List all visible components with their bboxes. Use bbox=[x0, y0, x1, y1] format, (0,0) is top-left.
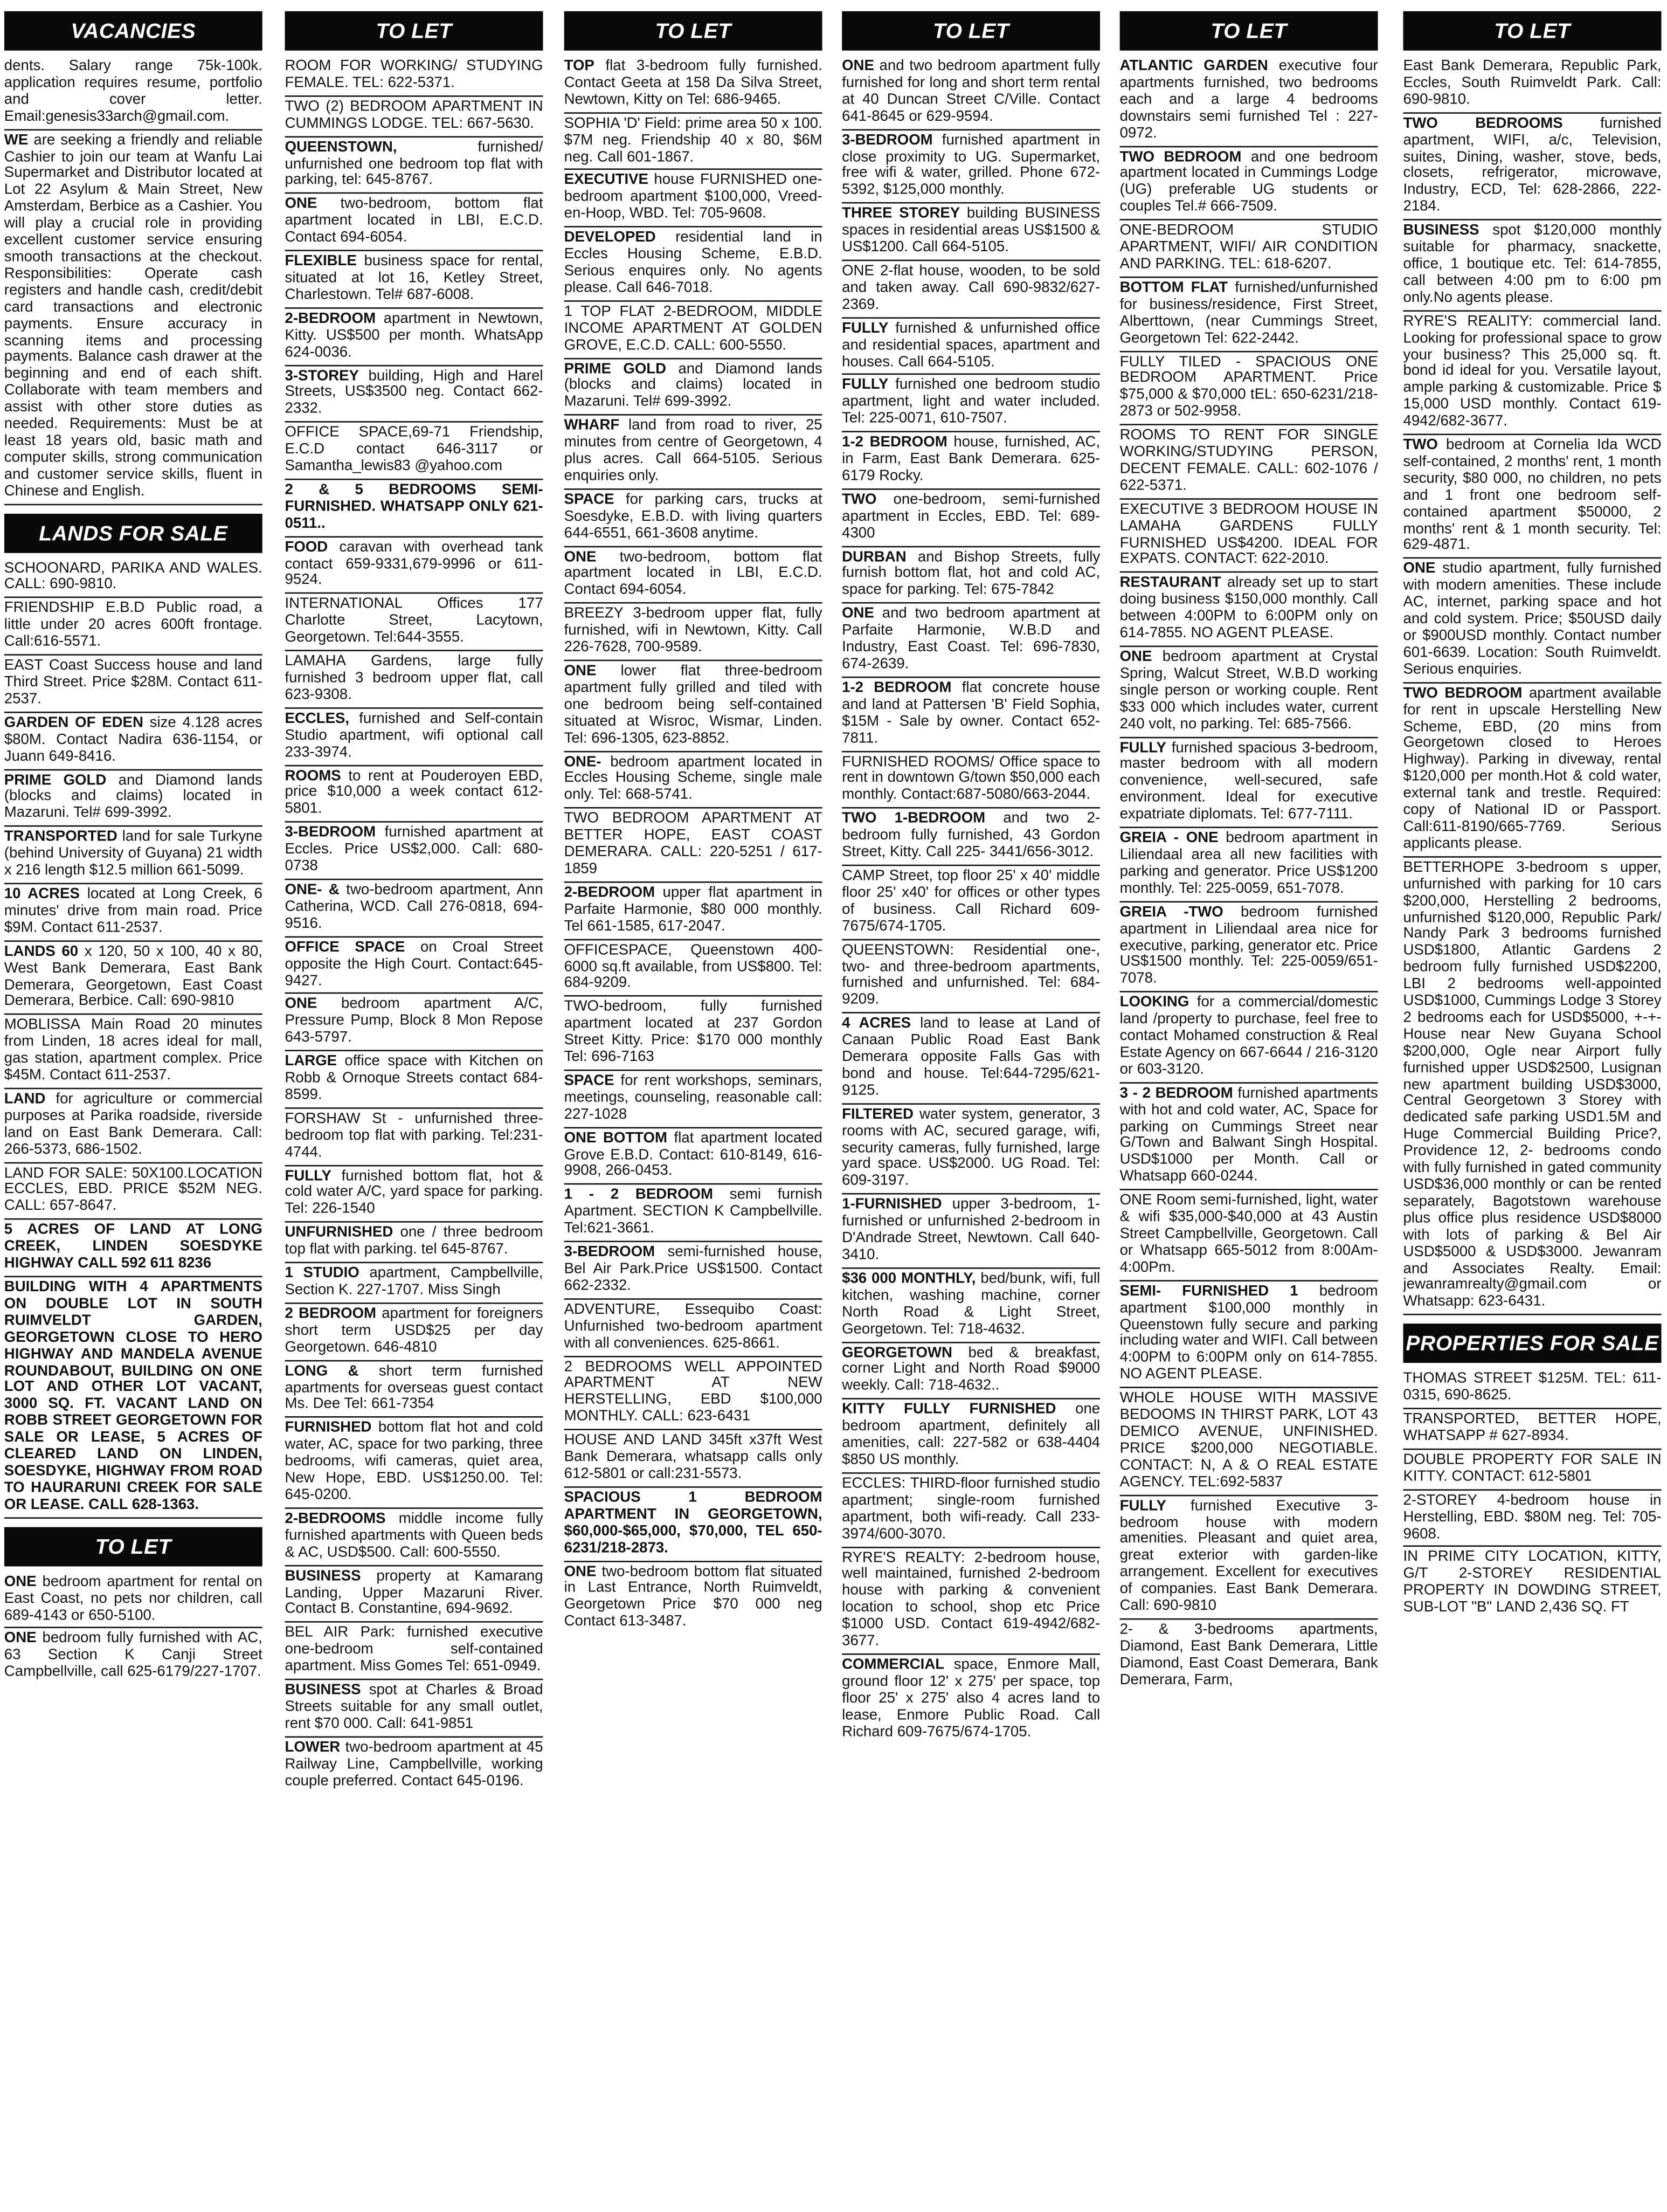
classified-ad: 1 TOP FLAT 2-BEDROOM, MIDDLE INCOME APARTMENT AT GOLDEN GROVE, E.C.D. CALL: 600-5550. bbox=[564, 301, 822, 359]
column-6 bbox=[1403, 0, 1662, 2212]
classified-ad: 10 ACRES located at Long Creek, 6 minutes' drive from main road. Price $9M. Contact 611-2537. bbox=[4, 884, 262, 941]
classified-ad: 3 - 2 BEDROOM furnished apartments with hot and cold water, AC, Space for parking on Cummings Street near G/Town and Balwant Singh Hospital. USD$1000 per Month. Call or Whatsapp 660-0244. bbox=[1120, 1083, 1378, 1190]
classified-ad: SEMI- FURNISHED 1 bedroom apartment $100,000 monthly in Queenstown fully secure and parking including water and WIFI. Call between 4:00PM to 6:00PM only on 614-7855. NO AGENT PLEASE. bbox=[1120, 1281, 1378, 1388]
classified-ad: RESTAURANT already set up to start doing business $150,000 monthly. Call between 4:00PM to 6:00PM only on 614-7855. NO AGENT PLEASE. bbox=[1120, 573, 1378, 647]
classified-ad: SPACE for rent workshops, seminars, meetings, counseling, reasonable call: 227-1028 bbox=[564, 1071, 822, 1128]
classified-ad: 3-BEDROOM furnished apartment in close proximity to UG. Supermarket, free wifi & water, grilled. Phone 672-5392, $125,000 monthly. bbox=[842, 130, 1100, 204]
classified-ad: ONE two-bedroom, bottom flat apartment located in LBI, E.C.D. Contact 694-6054. bbox=[564, 547, 822, 604]
classified-ad: 2- & 3-bedrooms apartments, Diamond, East Bank Demerara, Little Diamond, East Coast Demerara, Bank Demerara, Farm, bbox=[1119, 1621, 1378, 1689]
classified-ad: OFFICE SPACE,69-71 Friendship, E.C.D contact 646-3117 or Samantha_lewis83 @yahoo.com bbox=[285, 423, 543, 480]
classified-ad: ONE- bedroom apartment located in Eccles Housing Scheme, single male only. Tel: 668-5741. bbox=[564, 752, 822, 809]
classified-ad: BREEZY 3-bedroom upper flat, fully furnished, wifi in Newtown, Kitty. Call 226-7628, 700-9589. bbox=[564, 604, 822, 661]
classified-ad: BUSINESS property at Kamarang Landing, Upper Mazaruni River. Contact B. Constantine, 694-9692. bbox=[285, 1566, 543, 1623]
classified-ad: DEVELOPED residential land in Eccles Housing Scheme, E.B.D. Serious enquires only. No agents please. Call 646-7018. bbox=[564, 228, 822, 301]
classified-ad: MOBLISSA Main Road 20 minutes from Linden, 18 acres ideal for mall, gas station, apartment complex. Price $45M. Contact 611-2537. bbox=[4, 1015, 262, 1089]
section-banner: LANDS FOR SALE bbox=[4, 513, 262, 553]
classified-ad: SPACE for parking cars, trucks at Soesdyke, E.B.D. with living quarters 644-6551, 661-3608 anytime. bbox=[564, 490, 822, 547]
classified-ad: OFFICE SPACE on Croal Street opposite the High Court. Contact:645-9427. bbox=[285, 937, 543, 994]
classified-ad: FURNISHED bottom flat hot and cold water, AC, space for two parking, three bedrooms, wifi cameras, quiet area, New Hope, EBD. US$1250.00. Tel: 645-0200. bbox=[285, 1418, 543, 1508]
classified-ad: WE are seeking a friendly and reliable Cashier to join our team at Wanfu Lai Supermarket and Distributor located at Lot 22 Asylum & Main Street, New Amsterdam, Berbice as a Cashier. You will play a crucial role in providing excellent customer service ensuring smooth transactions at the checkout. Responsibilities: Operate cash registers and handle cash, credit/debit card transactions and electronic payments. Ensure accuracy in scanning items and processing payments. Balance cash drawer at the beginning and end of each shift. Collaborate with team members and assist with other store duties as needed. Requirements: Must be at least 18 years old, basic math and computer skills, strong communication and customer service skills, fluent in Chinese and English. bbox=[4, 130, 262, 505]
classified-ad: HOUSE AND LAND 345ft x37ft West Bank Demerara, whatsapp calls only 612-5801 or call:231-5573. bbox=[564, 1430, 822, 1487]
classified-ad: 4 ACRES land to lease at Land of Canaan Public Road East Bank Demerara opposite Falls Gas with bond and house. Tel:644-7295/621-9125. bbox=[842, 1014, 1100, 1104]
classified-ad: ONE and two bedroom apartment fully furnished for long and short term rental at 40 Duncan Street C/Ville. Contact 641-8645 or 629-9594. bbox=[842, 56, 1100, 130]
classified-ad: 1 - 2 BEDROOM semi furnish Apartment. SECTION K Campbellville. Tel:621-3661. bbox=[564, 1185, 822, 1242]
classified-ad: KITTY FULLY FURNISHED one bedroom apartment, definitely all amenities, call: 227-582 or 638-4404 $850 US monthly. bbox=[842, 1400, 1100, 1473]
classified-ad: TRANSPORTED, BETTER HOPE, WHATSAPP # 627-8934. bbox=[1403, 1409, 1662, 1450]
classified-ad: INTERNATIONAL Offices 177 Charlotte Street, Lacytown, Georgetown. Tel:644-3555. bbox=[285, 594, 543, 651]
classified-ad: DOUBLE PROPERTY FOR SALE IN KITTY. CONTACT: 612-5801 bbox=[1403, 1450, 1662, 1490]
classified-ad: EXECUTIVE house FURNISHED one-bedroom apartment $100,000, Vreed-en-Hoop, WBD. Tel: 705-9608. bbox=[564, 170, 822, 228]
column-5 bbox=[1120, 0, 1378, 2212]
section-banner: TO LET bbox=[1120, 11, 1378, 51]
classified-ad: TWO (2) BEDROOM APARTMENT IN CUMMINGS LODGE. TEL: 667-5630. bbox=[285, 97, 543, 137]
classified-ad: THREE STOREY building BUSINESS spaces in residential areas US$1500 & US$1200. Call 664-5105. bbox=[842, 204, 1100, 261]
classified-ad: LANDS 60 x 120, 50 x 100, 40 x 80, West Bank Demerara, East Bank Demerara, Georgetown, East Coast Demerara, Berbice. Call: 690-9810 bbox=[4, 941, 262, 1015]
classified-ad: ONE- & two-bedroom apartment, Ann Catherina, WCD. Call 276-0818, 694-9516. bbox=[285, 880, 543, 937]
classified-ad: ADVENTURE, Essequibo Coast: Unfurnished two-bedroom apartment with all conveniences. 625-8661. bbox=[564, 1299, 822, 1356]
classified-ad: WHARF land from road to river, 25 minutes from centre of Georgetown, 4 plus acres. Call 664-5105. Serious enquiries only. bbox=[564, 416, 822, 490]
classified-ad: EXECUTIVE 3 BEDROOM HOUSE IN LAMAHA GARDENS FULLY FURNISHED US$4200. IDEAL FOR EXPATS. CONTACT: 622-2010. bbox=[1120, 499, 1378, 573]
classified-ad: ONE two-bedroom, bottom flat apartment located in LBI, E.C.D. Contact 694-6054. bbox=[285, 194, 543, 251]
classified-ad: ONE Room semi-furnished, light, water & wifi $35,000-$40,000 at 43 Austin Street Campbellville, Georgetown. Call or Whatsapp 665-5012 from 8:00Am-4:00Pm. bbox=[1120, 1190, 1378, 1281]
classified-ad: 1-FURNISHED upper 3-bedroom, 1-furnished or unfurnished 2-bedroom in D'Andrade Street, Newtown. Call 640-3410. bbox=[842, 1195, 1100, 1269]
classified-ad: FRIENDSHIP E.B.D Public road, a little under 20 acres 600ft frontage. Call:616-5571. bbox=[4, 598, 262, 656]
classified-ad: ONE bedroom fully furnished with AC, 63 Section K Canji Street Campbellville, call 625-6179/227-1707. bbox=[4, 1630, 262, 1680]
classified-ad: TRANSPORTED land for sale Turkyne (behind University of Guyana) 21 width x 216 length $12.5 million 661-5099. bbox=[4, 827, 262, 884]
column-2 bbox=[285, 0, 543, 2212]
classified-ad: 2-BEDROOMS middle income fully furnished apartments with Queen beds & AC, USD$500. Call: 600-5550. bbox=[285, 1508, 543, 1566]
classified-ad: ONE and two bedroom apartment at Parfaite Harmonie, W.B.D and Industry, East Coast. Tel: 696-7830, 674-2639. bbox=[842, 604, 1100, 678]
classified-ad: THOMAS STREET $125M. TEL: 611-0315, 690-8625. bbox=[1403, 1369, 1662, 1409]
classified-ad: TWO BEDROOM and one bedroom apartment located in Cummings Lodge (UG) preferable UG students or couples Tel.# 666-7509. bbox=[1120, 147, 1378, 220]
classified-ad: 1-2 BEDROOM flat concrete house and land at Pattersen 'B' Field Sophia, $15M - Sale by owner. Contact 652-7811. bbox=[842, 678, 1100, 752]
classified-ad: BEL AIR Park: furnished executive one-bedroom self-contained apartment. Miss Gomes Tel: 651-0949. bbox=[285, 1623, 543, 1680]
classified-ad: 2 & 5 BEDROOMS SEMI-FURNISHED. WHATSAPP ONLY 621-0511.. bbox=[285, 480, 543, 537]
classified-ad: ONE bedroom apartment for rental on East Coast, no pets nor children, call 689-4143 or 650-5100. bbox=[4, 1572, 262, 1629]
classified-ad: TWO 1-BEDROOM and two 2-bedroom fully furnished, 43 Gordon Street, Kitty. Call 225- 3441/656-3012. bbox=[842, 809, 1100, 866]
classified-ad: PRIME GOLD and Diamond lands (blocks and claims) located in Mazaruni. Tel# 699-3992. bbox=[4, 770, 262, 827]
classified-ad: RYRE'S REALITY: commercial land. Looking for professional space to grow your business? This 25,000 sq. ft. bond id ideal for you. Versatile layout, ample parking & customizable. Price $ 15,000 USD monthly. Contact 619-4942/682-3677. bbox=[1403, 311, 1662, 435]
classified-ad: LAND for agriculture or commercial purposes at Parika roadside, riverside land on East Bank Demerara. Call: 266-5373, 686-1502. bbox=[4, 1089, 262, 1163]
classified-ad: ONE BOTTOM flat apartment located Grove E.B.D. Contact: 610-8149, 616-9908, 266-0453. bbox=[564, 1128, 822, 1185]
classified-ad: BETTERHOPE 3-bedroom s upper, unfurnished with parking for 10 cars $200,000, Herstelling 2 bedrooms, unfurnished $120,000, Republic Park/ Nandy Park 3 bedrooms furnished USD$1800, Atlantic Gardens 2 bedroom fully furnished USD$2200, LBI 2 bedrooms well-appointed USD$1000, Cummings Lodge 3 Storey 2 bedrooms each for USD$5000, +-+- House near New Guyana School $200,000, Ogle near Airport fully furnished upper USD$2500, Lusignan new apartment building USD$3000, Central Georgetown 3 Storey with dedicated safe parking USD1.5M and Huge Commercial Building Price?, Providence 12, 2- bedrooms condo with fully furnished in gated community USD$36,000 monthly or can be rented separately, Bagotstown warehouse plus office plus residence USD$8000 with lots of parking & Bel Air USD$5000 & USD$3000. Jewanram and Associates Realty. Email: jewanramrealty@gmail.com or Whatsapp: 623-6431. bbox=[1403, 857, 1662, 1315]
classified-ad: ONE-BEDROOM STUDIO APARTMENT, WIFI/ AIR CONDITION AND PARKING. TEL: 618-6207. bbox=[1120, 220, 1378, 278]
classified-ad: TWO BEDROOM APARTMENT AT BETTER HOPE, EAST COAST DEMERARA. CALL: 220-5251 / 617-1859 bbox=[564, 809, 822, 883]
classified-ad: LOOKING for a commercial/domestic land /property to purchase, feel free to contact Mohamed construction & Real Estate Agency on 667-6644 / 216-3120 or 603-3120. bbox=[1120, 993, 1378, 1083]
classified-ad: SCHOONARD, PARIKA AND WALES. CALL: 690-9810. bbox=[4, 558, 262, 598]
classified-ad: 2 BEDROOMS WELL APPOINTED APARTMENT AT NEW HERSTELLING, EBD $100,000 MONTHLY. CALL: 623-6431 bbox=[564, 1356, 822, 1430]
classified-ad: SPACIOUS 1 BEDROOM APARTMENT IN GEORGETOWN, $60,000-$65,000, $70,000, TEL 650-6231/218-2873. bbox=[564, 1487, 822, 1561]
classified-ad: QUEENSTOWN, furnished/ unfurnished one bedroom top flat with parking, tel: 645-8767. bbox=[285, 137, 543, 194]
classified-ad: QUEENSTOWN: Residential one-, two- and three-bedroom apartments, furnished and unfurnished. Tel: 684-9209. bbox=[842, 940, 1100, 1014]
classified-ad: $36 000 MONTHLY, bed/bunk, wifi, full kitchen, washing machine, corner North Road & Light Street, Georgetown. Tel: 718-4632. bbox=[842, 1269, 1100, 1342]
classified-ad: BUSINESS spot $120,000 monthly suitable for pharmacy, snackette, office, 1 boutique etc. Tel: 614-7855, call between 4:00 pm to 6:00 pm only.No agents please. bbox=[1403, 220, 1662, 311]
classified-ad: FURNISHED ROOMS/ Office space to rent in downtown G/town $50,000 each monthly. Contact:687-5080/663-2044. bbox=[842, 752, 1100, 809]
classified-ad: LOWER two-bedroom apartment at 45 Railway Line, Campbellville, working couple preferred. Contact 645-0196. bbox=[285, 1739, 543, 1789]
classified-ad: 2-BEDROOM upper flat apartment in Parfaite Harmonie, $80 000 monthly. Tel 661-1585, 617-2047. bbox=[564, 883, 822, 940]
classified-ad: dents. Salary range 75k-100k. application requires resume, portfolio and cover letter. Email:genesis33arch@gmail.com. bbox=[4, 56, 262, 130]
classified-ad: TWO one-bedroom, semi-furnished apartment in Eccles, EBD. Tel: 689-4300 bbox=[842, 490, 1100, 547]
classified-ad: BUSINESS spot at Charles & Broad Streets suitable for any small outlet, rent $70 000. Call: 641-9851 bbox=[285, 1680, 543, 1737]
classified-ad: ECCLES, furnished and Self-contain Studio apartment, wifi optional call 233-3974. bbox=[285, 708, 543, 766]
classified-ad: 1 STUDIO apartment, Campbellville, Section K. 227-1707. Miss Singh bbox=[285, 1263, 543, 1304]
classified-ad: TWO BEDROOM apartment available for rent in upscale Herstelling New Scheme, EBD, (20 mins from Georgetown closed to Heroes Highway). Parking in diveway, rental $120,000 per month.Hot & cold water, external tank and trestle. Required: copy of National ID or Passport. Call:611-8190/665-7769. Serious applicants please. bbox=[1403, 683, 1662, 857]
classified-ad: FULLY furnished one bedroom studio apartment, light and water included. Tel: 225-0071, 610-7507. bbox=[842, 375, 1100, 432]
classified-ad: ATLANTIC GARDEN executive four apartments furnished, two bedrooms each and a large 4 bedrooms downstairs semi furnished Tel : 227-0972. bbox=[1120, 56, 1378, 147]
section-banner: TO LET bbox=[842, 11, 1100, 51]
classified-ad: BOTTOM FLAT furnished/unfurnished for business/residence, First Street, Alberttown, (near Cummings Street, Georgetown Tel: 622-2442. bbox=[1120, 278, 1378, 352]
classified-ad: PRIME GOLD and Diamond lands (blocks and claims) located in Mazaruni. Tel# 699-3992. bbox=[564, 359, 822, 416]
classified-ad: ROOMS to rent at Pouderoyen EBD, price $10,000 a week contact 612-5801. bbox=[285, 766, 543, 823]
classified-ad: FULLY furnished & unfurnished office and residential spaces, apartment and houses. Call 664-5105. bbox=[842, 318, 1100, 375]
classified-ad: GREIA -TWO bedroom furnished apartment in Liliendaal area nice for executive, parking, generator etc. Price US$1500 monthly. Tel: 225-0059/651-7078. bbox=[1120, 902, 1378, 993]
classified-ad: IN PRIME CITY LOCATION, KITTY, G/T 2-STOREY RESIDENTIAL PROPERTY IN DOWDING STREET, SUB-LOT "B" LAND 2,436 SQ. FT bbox=[1403, 1548, 1662, 1616]
classified-ad: GARDEN OF EDEN size 4.128 acres $80M. Contact Nadira 636-1154, or Juann 649-8416. bbox=[4, 713, 262, 770]
section-banner: TO LET bbox=[4, 1527, 262, 1566]
classified-ad: ONE 2-flat house, wooden, to be sold and taken away. Call 690-9832/627-2369. bbox=[842, 261, 1100, 318]
column-4 bbox=[842, 0, 1100, 2212]
classified-ad: GEORGETOWN bed & breakfast, corner Light and North Road $9000 weekly. Call: 718-4632.. bbox=[842, 1342, 1100, 1400]
classified-ad: FILTERED water system, generator, 3 rooms with AC, secured garage, wifi, security cameras, fully furnished, large yard space. US$2000. UG Road. Tel: 609-3197. bbox=[842, 1104, 1100, 1195]
classified-ad: CAMP Street, top floor 25' x 40' middle floor 25' x40' for offices or other types of business. Call Richard 609-7675/674-1705. bbox=[842, 866, 1100, 940]
classified-ad: ONE studio apartment, fully furnished with modern amenities. These include AC, internet, parking space and hot and cold system. Price; $50USD daily or $900USD monthly. Contact number 601-6639. Location: South Ruimveldt. Serious enquiries. bbox=[1403, 559, 1662, 683]
classified-ad: ONE two-bedroom bottom flat situated in Last Entrance, North Ruimveldt, Georgetown Price $70 000 neg Contact 613-3487. bbox=[564, 1562, 822, 1630]
classified-ad: 3-BEDROOM semi-furnished house, Bel Air Park.Price US$1500. Contact 662-2332. bbox=[564, 1242, 822, 1299]
classified-ad: EAST Coast Success house and land Third Street. Price $28M. Contact 611-2537. bbox=[4, 656, 262, 713]
classified-ad: ONE lower flat three-bedroom apartment fully grilled and tiled with one bedroom being self-contained situated at Wisroc, Wismar, Linden. Tel: 696-1305, 623-8852. bbox=[564, 661, 822, 752]
column-3 bbox=[564, 0, 822, 2212]
classified-ad: TWO-bedroom, fully furnished apartment located at 237 Gordon Street Kitty. Price: $170 000 monthly Tel: 696-7163 bbox=[564, 997, 822, 1071]
classified-ad: FULLY TILED - SPACIOUS ONE BEDROOM APARTMENT. Price $75,000 & $70,000 tEL: 650-6231/218-2873 or 502-9958. bbox=[1120, 352, 1378, 425]
column-1 bbox=[4, 0, 262, 2212]
classified-ad: LONG & short term furnished apartments for overseas guest contact Ms. Dee Tel: 661-7354 bbox=[285, 1361, 543, 1418]
classified-ad: LAND FOR SALE: 50X100.LOCATION ECCLES, EBD. PRICE $52M NEG. CALL: 657-8647. bbox=[4, 1163, 262, 1220]
classified-ad: OFFICESPACE, Queenstown 400-6000 sq.ft available, from US$800. Tel: 684-9209. bbox=[564, 940, 822, 997]
classified-ad: 3-STOREY building, High and Harel Streets, US$3500 neg. Contact 662-2332. bbox=[285, 366, 543, 423]
classified-ad: 2 BEDROOM apartment for foreigners short term USD$25 per day Georgetown. 646-4810 bbox=[285, 1304, 543, 1361]
classified-ad: ONE bedroom apartment A/C, Pressure Pump, Block 8 Mon Repose 643-5797. bbox=[285, 994, 543, 1051]
classified-ad: LAMAHA Gardens, large fully furnished 3 bedroom upper flat, call 623-9308. bbox=[285, 651, 543, 708]
section-banner: TO LET bbox=[564, 11, 822, 51]
section-banner: TO LET bbox=[285, 11, 543, 51]
classified-ad: FULLY furnished spacious 3-bedroom, master bedroom with all modern convenience, well-secured, safe environment. Ideal for executive expatriate diplomats. Tel: 677-7111. bbox=[1120, 738, 1378, 828]
classified-ad: FLEXIBLE business space for rental, situated at lot 16, Ketley Street, Charlestown. Tel# 687-6008. bbox=[285, 251, 543, 308]
classified-ad: TWO bedroom at Cornelia Ida WCD self-contained, 2 months' rent, 1 month security, $80 000, no children, no pets and 1 front one bedroom self-contained apartment $50000, 2 months' rent & 1 month security. Tel: 629-4871. bbox=[1403, 435, 1662, 559]
classified-ad: BUILDING WITH 4 APARTMENTS ON DOUBLE LOT IN SOUTH RUIMVELDT GARDEN, GEORGETOWN CLOSE TO HERO HIGHWAY AND MANDELA AVENUE ROUNDABOUT, BUILDING ON ONE LOT AND OTHER LOT VACANT, 3000 SQ. FT. VACANT LAND ON ROBB STREET GEORGETOWN FOR SALE OR LEASE, 5 ACRES OF CLEARED LAND ON LINDEN, SOESDYKE, HIGHWAY FROM ROAD TO HAURARUNI CREEK FOR SALE OR LEASE. CALL 628-1363. bbox=[4, 1277, 262, 1518]
classified-ad: TOP flat 3-bedroom fully furnished. Contact Geeta at 158 Da Silva Street, Newtown, Kitty on Tel: 686-9465. bbox=[564, 56, 822, 113]
classified-ad: 2-BEDROOM apartment in Newtown, Kitty. US$500 per month. WhatsApp 624-0036. bbox=[285, 308, 543, 366]
classified-ad: RYRE'S REALTY: 2-bedroom house, well maintained, furnished 2-bedroom house with parking & convenient location to school, shop etc Price $1000 USD. Contact 619-4942/682-3677. bbox=[842, 1547, 1100, 1655]
classified-ad: FULLY furnished Executive 3- bedroom house with modern amenities. Pleasant and quiet area, great exterior with garden-like arrangement. Excellent for executives of companies. East Bank Demerara. Call: 690-9810 bbox=[1120, 1496, 1378, 1620]
classified-ad: LARGE office space with Kitchen on Robb & Ornoque Streets contact 684-8599. bbox=[285, 1051, 543, 1108]
classified-ad: DURBAN and Bishop Streets, fully furnish bottom flat, hot and cold AC, space for parking. Tel: 675-7842 bbox=[842, 547, 1100, 604]
classified-ad: GREIA - ONE bedroom apartment in Liliendaal area all new facilities with parking and generator. Price US$1200 monthly. Tel: 225-0059, 651-7078. bbox=[1120, 828, 1378, 902]
classified-ad: SOPHIA 'D' Field: prime area 50 x 100. $7M neg. Friendship 40 x 80, $6M neg. Call 601-1867. bbox=[564, 113, 822, 170]
classified-ad: ONE bedroom apartment at Crystal Spring, Walcut Street, W.B.D working single person or working couple. Rent $33 000 which includes water, current 240 volt, no parking. Tel: 685-7566. bbox=[1120, 647, 1378, 738]
classified-ad: East Bank Demerara, Republic Park, Eccles, South Ruimveldt Park. Call: 690-9810. bbox=[1403, 56, 1662, 113]
section-banner: TO LET bbox=[1403, 11, 1662, 51]
classified-ad: 2-STOREY 4-bedroom house in Herstelling, EBD. $80M neg. Tel: 705-9608. bbox=[1403, 1490, 1662, 1547]
classified-ad: ROOM FOR WORKING/ STUDYING FEMALE. TEL: 622-5371. bbox=[285, 56, 543, 97]
classified-ad: 1-2 BEDROOM house, furnished, AC, in Farm, East Bank Demerara. 625-6179 Rocky. bbox=[842, 432, 1100, 490]
classified-ad: COMMERCIAL space, Enmore Mall, ground floor 12' x 275' per space, top floor 25' x 275' also 4 acres land to lease, Enmore Public Road. Call Richard 609-7675/674-1705. bbox=[842, 1656, 1101, 1740]
classified-ad: ROOMS TO RENT FOR SINGLE WORKING/STUDYING PERSON, DECENT FEMALE. CALL: 602-1076 / 622-5371. bbox=[1120, 425, 1378, 499]
classified-ad: 5 ACRES OF LAND AT LONG CREEK, LINDEN SOESDYKE HIGHWAY CALL 592 611 8236 bbox=[4, 1220, 262, 1277]
classified-ad: ECCLES: THIRD-floor furnished studio apartment; single-room furnished apartment, both wifi-ready. Call 233-3974/600-3070. bbox=[842, 1473, 1100, 1547]
classified-ad: WHOLE HOUSE WITH MASSIVE BEDOOMS IN THIRST PARK, LOT 43 DEMICO AVENUE, UNFINISHED. PRICE $200,000 NEGOTIABLE. CONTACT: N, A & O REAL ESTATE AGENCY. TEL:692-5837 bbox=[1120, 1388, 1378, 1496]
classified-ad: 3-BEDROOM furnished apartment at Eccles. Price US$2,000. Call: 680-0738 bbox=[285, 823, 543, 880]
section-banner: PROPERTIES FOR SALE bbox=[1403, 1324, 1662, 1363]
classified-ad: UNFURNISHED one / three bedroom top flat with parking. tel 645-8767. bbox=[285, 1223, 543, 1263]
classified-ad: FOOD caravan with overhead tank contact 659-9331,679-9996 or 611-9524. bbox=[285, 537, 543, 594]
classified-ad: FULLY furnished bottom flat, hot & cold water A/C, yard space for parking. Tel: 226-1540 bbox=[285, 1166, 543, 1223]
classified-ad: FORSHAW St - unfurnished three-bedroom top flat with parking. Tel:231-4744. bbox=[285, 1108, 543, 1166]
classified-ad: TWO BEDROOMS furnished apartment, WIFI, a/c, Television, suites, Dining, washer, stove, beds, closets, refrigerator, microwave, Industry, ECD, Tel: 628-2866, 222-2184. bbox=[1403, 113, 1662, 220]
section-banner: VACANCIES bbox=[4, 11, 262, 51]
